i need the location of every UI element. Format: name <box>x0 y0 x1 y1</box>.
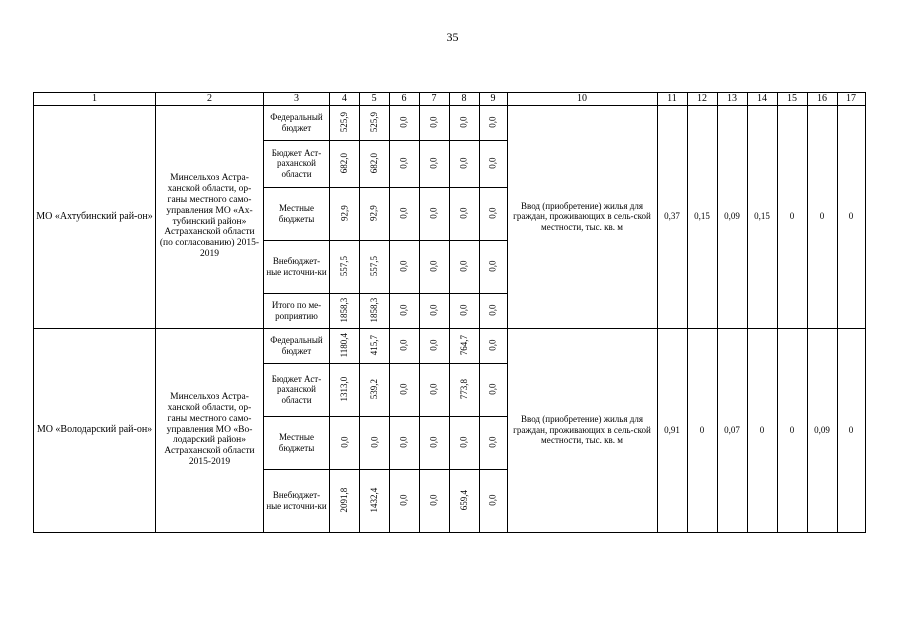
value-cell: 0,0 <box>398 339 409 352</box>
value-cell: 773,8 <box>458 379 469 400</box>
value-cell: 682,0 <box>368 153 379 174</box>
value-cell: 0,0 <box>487 304 498 317</box>
municipality-cell: МО «Ахтубинский рай-он» <box>34 105 156 328</box>
col-header: 10 <box>507 93 657 106</box>
value-cell: 0,0 <box>398 260 409 273</box>
municipality-cell: МО «Володарский рай-он» <box>34 328 156 532</box>
funding-source: Бюджет Аст-раханской области <box>264 363 330 416</box>
col-header: 7 <box>419 93 449 106</box>
value-cell: 557,5 <box>368 256 379 277</box>
funding-source: Федеральный бюджет <box>264 328 330 363</box>
value-cell: 0,0 <box>428 157 439 170</box>
target-cell: 0,07 <box>717 328 747 532</box>
value-cell: 0,0 <box>428 207 439 220</box>
target-cell: 0,91 <box>657 328 687 532</box>
executor-cell: Минсельхоз Астра-ханской области, ор-ганы местного само-управления МО «Ах-тубинский район» Астраханской области (по согласованию) 2015-2019 <box>156 105 264 328</box>
target-cell: 0,15 <box>687 105 717 328</box>
target-cell: 0 <box>747 328 777 532</box>
target-cell: 0 <box>777 328 807 532</box>
value-cell: 1432,4 <box>368 488 379 513</box>
value-cell: 0,0 <box>428 116 439 129</box>
value-cell: 682,0 <box>339 153 350 174</box>
target-cell: 0 <box>687 328 717 532</box>
value-cell: 0,0 <box>398 383 409 396</box>
target-cell: 0,09 <box>807 328 837 532</box>
target-cell: 0 <box>807 105 837 328</box>
value-cell: 0,0 <box>398 304 409 317</box>
value-cell: 659,4 <box>458 490 469 511</box>
value-cell: 1180,4 <box>339 333 350 358</box>
col-header: 2 <box>156 93 264 106</box>
value-cell: 92,9 <box>339 205 350 222</box>
col-header: 8 <box>449 93 479 106</box>
value-cell: 0,0 <box>487 116 498 129</box>
value-cell: 0,0 <box>458 436 469 449</box>
value-cell: 0,0 <box>398 116 409 129</box>
target-cell: 0 <box>837 105 865 328</box>
funding-source: Федеральный бюджет <box>264 105 330 140</box>
value-cell: 0,0 <box>487 494 498 507</box>
indicator-cell: Ввод (приобретение) жилья для граждан, проживающих в сель-ской местности, тыс. кв. м <box>507 105 657 328</box>
col-header: 15 <box>777 93 807 106</box>
indicator-cell: Ввод (приобретение) жилья для граждан, проживающих в сель-ской местности, тыс. кв. м <box>507 328 657 532</box>
value-cell: 0,0 <box>428 339 439 352</box>
funding-source: Внебюджет-ные источни-ки <box>264 469 330 532</box>
col-header: 1 <box>34 93 156 106</box>
value-cell: 0,0 <box>428 260 439 273</box>
col-header: 12 <box>687 93 717 106</box>
value-cell: 525,9 <box>368 112 379 133</box>
target-cell: 0,09 <box>717 105 747 328</box>
funding-source: Местные бюджеты <box>264 416 330 469</box>
target-cell: 0,37 <box>657 105 687 328</box>
funding-source: Итого по ме-роприятию <box>264 293 330 328</box>
value-cell: 415,7 <box>368 335 379 356</box>
value-cell: 0,0 <box>398 207 409 220</box>
value-cell: 0,0 <box>458 157 469 170</box>
value-cell: 1313,0 <box>339 377 350 402</box>
executor-cell: Минсельхоз Астра-ханской области, ор-ганы местного само-управления МО «Во-лодарский район» Астраханской области 2015-2019 <box>156 328 264 532</box>
value-cell: 0,0 <box>368 436 379 449</box>
col-header: 14 <box>747 93 777 106</box>
value-cell: 0,0 <box>428 494 439 507</box>
value-cell: 0,0 <box>487 260 498 273</box>
target-cell: 0,15 <box>747 105 777 328</box>
value-cell: 0,0 <box>398 157 409 170</box>
value-cell: 764,7 <box>458 335 469 356</box>
col-header: 17 <box>837 93 865 106</box>
header-row <box>34 93 866 106</box>
col-header: 11 <box>657 93 687 106</box>
value-cell: 2091,8 <box>339 488 350 513</box>
value-cell: 539,2 <box>368 379 379 400</box>
col-header: 4 <box>330 93 360 106</box>
col-header: 3 <box>264 93 330 106</box>
value-cell: 0,0 <box>398 436 409 449</box>
table-row <box>34 328 866 363</box>
value-cell: 0,0 <box>428 304 439 317</box>
value-cell: 1858,3 <box>368 298 379 323</box>
col-header: 6 <box>389 93 419 106</box>
value-cell: 0,0 <box>458 116 469 129</box>
value-cell: 557,5 <box>339 256 350 277</box>
value-cell: 1858,3 <box>339 298 350 323</box>
value-cell: 0,0 <box>458 207 469 220</box>
funding-source: Местные бюджеты <box>264 187 330 240</box>
value-cell: 0,0 <box>458 304 469 317</box>
value-cell: 0,0 <box>487 207 498 220</box>
target-cell: 0 <box>777 105 807 328</box>
value-cell: 525,9 <box>339 112 350 133</box>
col-header: 16 <box>807 93 837 106</box>
col-header: 13 <box>717 93 747 106</box>
value-cell: 0,0 <box>487 383 498 396</box>
funding-source: Бюджет Аст-раханской области <box>264 140 330 187</box>
target-cell: 0 <box>837 328 865 532</box>
col-header: 9 <box>479 93 507 106</box>
value-cell: 0,0 <box>458 260 469 273</box>
value-cell: 0,0 <box>339 436 350 449</box>
page-number: 35 <box>446 30 459 44</box>
value-cell: 0,0 <box>398 494 409 507</box>
col-header: 5 <box>359 93 389 106</box>
value-cell: 0,0 <box>487 157 498 170</box>
funding-source: Внебюджет-ные источни-ки <box>264 240 330 293</box>
value-cell: 0,0 <box>487 436 498 449</box>
value-cell: 0,0 <box>428 436 439 449</box>
program-table <box>33 92 866 533</box>
table-row <box>34 105 866 140</box>
value-cell: 92,9 <box>368 205 379 222</box>
value-cell: 0,0 <box>487 339 498 352</box>
value-cell: 0,0 <box>428 383 439 396</box>
